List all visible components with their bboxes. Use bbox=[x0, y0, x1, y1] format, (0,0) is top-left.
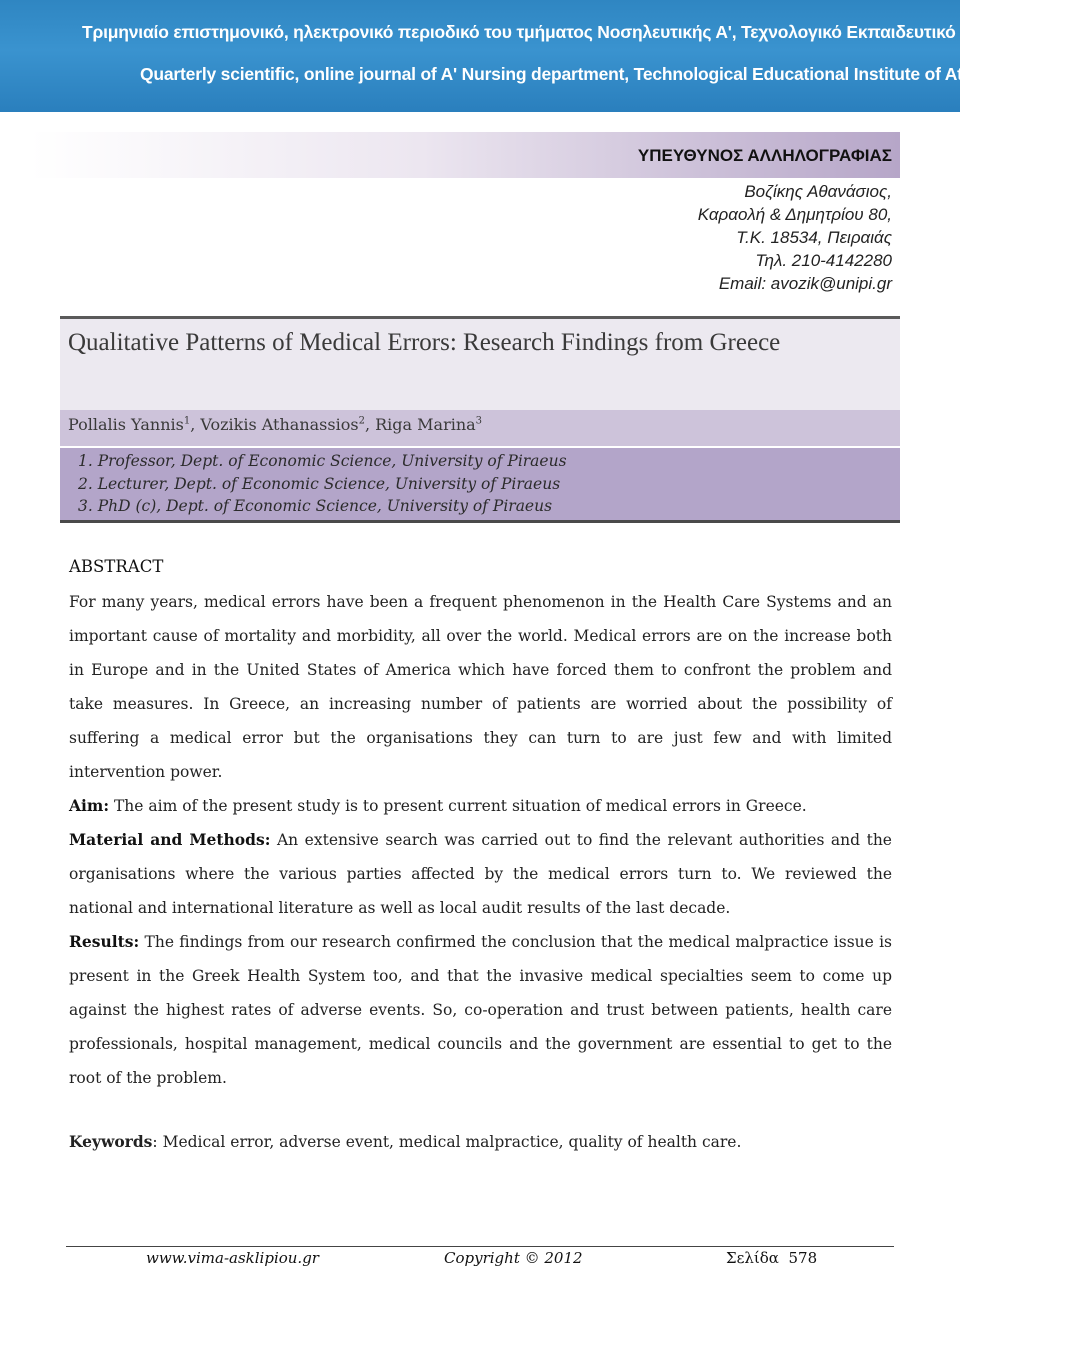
aim-label: Aim: bbox=[69, 796, 110, 815]
affiliation-item: 2. Lecturer, Dept. of Economic Science, University of Piraeus bbox=[78, 475, 561, 493]
author-list: Pollalis Yannis$^1$, Vozikis Athanassios$^2$, Riga Marina$^3$ bbox=[68, 415, 483, 434]
correspondence-name: Βοζίκης Αθανάσιος, bbox=[744, 182, 892, 201]
author-name: Vozikis Athanassios bbox=[200, 415, 359, 434]
results-text: The findings from our research confirmed the conclusion that the medical malpractice issue is present in the Greek Health System too, and that the invasive medical specialties seem to come up against the highest rates of adverse events. So, co-operation and trust between patients, health care professionals, hospital management, medical councils and the government are essential to get to the root of the problem. bbox=[69, 933, 892, 1087]
keywords bbox=[69, 1132, 892, 1151]
footer-page bbox=[726, 1249, 817, 1267]
affiliation-item: 1. Professor, Dept. of Economic Science, University of Piraeus bbox=[78, 452, 567, 470]
keywords-text: : Medical error, adverse event, medical malpractice, quality of health care. bbox=[152, 1133, 742, 1151]
author-name: Pollalis Yannis bbox=[68, 415, 184, 434]
abstract-intro: For many years, medical errors have been a frequent phenomenon in the Health Care Systems and an important cause of mortality and morbidity, all over the world. Medical errors are on the increase both in Europe and in the United States of America which have forced them to confront the problem and take measures. In Greece, an increasing number of patients are worried about the possibility of suffering a medical error but the organisations they can turn to are just few and with limited intervention power. bbox=[69, 593, 892, 781]
abstract-body bbox=[69, 585, 892, 1095]
correspondence-title: ΥΠΕΥΘΥΝΟΣ ΑΛΛΗΛΟΓΡΑΦΙΑΣ bbox=[637, 146, 892, 165]
footer-page-label: Σελίδα bbox=[726, 1249, 779, 1267]
correspondence-phone: Τηλ. 210-4142280 bbox=[755, 251, 892, 270]
footer-rule bbox=[66, 1246, 894, 1247]
author-superscript: 1 bbox=[183, 415, 191, 427]
footer-website[interactable]: www.vima-asklipiou.gr bbox=[146, 1249, 319, 1267]
correspondence-postcode: Τ.Κ. 18534, Πειραιάς bbox=[736, 228, 892, 247]
affiliation-item: 3. PhD (c), Dept. of Economic Science, University of Piraeus bbox=[78, 497, 553, 515]
abstract-results bbox=[69, 925, 892, 1095]
abstract-aim bbox=[69, 789, 892, 823]
author-superscript: 2 bbox=[358, 415, 365, 427]
keywords-label: Keywords bbox=[69, 1132, 153, 1151]
article-title: Qualitative Patterns of Medical Errors: Research Findings from Greece bbox=[68, 329, 781, 356]
abstract-heading: ABSTRACT bbox=[69, 557, 164, 576]
correspondence-street: Καραολή & Δημητρίου 80, bbox=[697, 205, 892, 224]
header-greek-line: Τριμηνιαίο επιστημονικό, ηλεκτρονικό περιοδικό του τμήματος Νοσηλευτικής Α', Τεχνολογικό Εκπαιδευτικό Ίδρυμα Αθηνών bbox=[82, 22, 1090, 42]
aim-text: The aim of the present study is to present current situation of medical errors in Greece. bbox=[109, 797, 807, 815]
abstract-methods bbox=[69, 823, 892, 925]
footer-page-number: 578 bbox=[788, 1249, 818, 1267]
results-label: Results: bbox=[69, 932, 140, 951]
journal-header-banner bbox=[0, 0, 1090, 112]
methods-label: Material and Methods: bbox=[69, 830, 271, 849]
header-english-line: Quarterly scientific, online journal of A' Nursing department, Technological Educational Institute of Athens bbox=[140, 64, 1003, 84]
author-name: Riga Marina bbox=[375, 415, 476, 434]
methods-text: An extensive search was carried out to find the relevant authorities and the organisations where the various parties affected by the medical errors turn to. We reviewed the national and international literature as well as local audit results of the last decade. bbox=[69, 831, 892, 917]
author-superscript: 3 bbox=[475, 415, 483, 427]
footer-copyright: Copyright © 2012 bbox=[444, 1249, 583, 1267]
correspondence-email: Email: avozik@unipi.gr bbox=[718, 274, 892, 293]
